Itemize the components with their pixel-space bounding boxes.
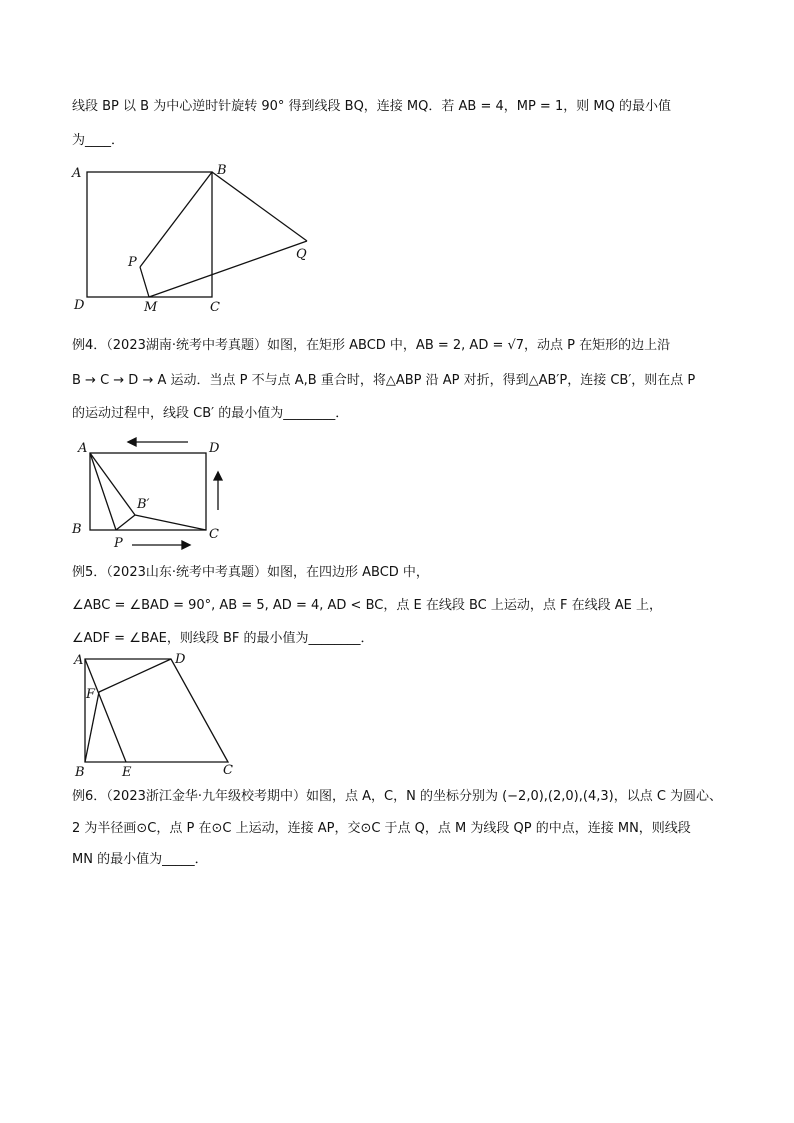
p3-segment-pm bbox=[140, 267, 149, 297]
ex4-label-b1: B′ bbox=[137, 497, 150, 512]
ex5-label-a: A bbox=[74, 653, 84, 668]
ex6-text-line3: MN 的最小值为_____． bbox=[72, 852, 208, 867]
ex5-text-line3: ∠ADF = ∠BAE，则线段 BF 的最小值为________． bbox=[72, 631, 374, 646]
ex5-text-line2: ∠ABC = ∠BAD = 90°, AB = 5, AD = 4, AD < BC，点 E 在线段 BC 上运动，点 F 在线段 AE 上， bbox=[72, 598, 662, 613]
ex4-arrow-top-head bbox=[128, 438, 136, 446]
p3-segment-mq bbox=[149, 241, 307, 297]
p3-label-p: P bbox=[128, 255, 137, 270]
ex4-segment-pb1 bbox=[116, 515, 135, 530]
ex4-segment-ab1 bbox=[90, 453, 135, 515]
p3-square bbox=[87, 172, 212, 297]
p3-label-d: D bbox=[74, 298, 85, 313]
p3-segment-bq bbox=[212, 172, 307, 241]
p3-label-q: Q bbox=[296, 247, 307, 262]
ex5-label-f: F bbox=[86, 687, 96, 702]
ex4-figure bbox=[66, 430, 236, 555]
ex5-segment-ae bbox=[85, 659, 126, 762]
ex5-label-b: B bbox=[75, 765, 85, 780]
p3-label-a: A bbox=[72, 166, 82, 181]
ex4-text-line3: 的运动过程中，线段 CB′ 的最小值为________． bbox=[72, 406, 349, 421]
p3-text-line2: 为____． bbox=[72, 133, 125, 148]
p3-label-b: B bbox=[217, 163, 227, 178]
ex5-segment-df bbox=[99, 659, 171, 692]
ex4-label-b: B bbox=[72, 522, 82, 537]
p3-label-c: C bbox=[210, 300, 220, 315]
ex6-text-line2: 2 为半径画⊙C，点 P 在⊙C 上运动，连接 AP，交⊙C 于点 Q，点 M 为线段 QP 的中点，连接 MN，则线段 bbox=[72, 821, 691, 836]
ex4-label-a: A bbox=[78, 441, 88, 456]
ex4-label-c: C bbox=[209, 527, 219, 542]
p3-text-line1: 线段 BP 以 B 为中心逆时针旋转 90° 得到线段 BQ，连接 MQ．若 AB = 4，MP = 1，则 MQ 的最小值 bbox=[72, 99, 671, 114]
ex4-text-line1: 例4．（2023湖南·统考中考真题）如图，在矩形 ABCD 中，AB = 2, AD = √7，动点 P 在矩形的边上沿 bbox=[72, 338, 671, 353]
ex5-label-e: E bbox=[122, 765, 132, 780]
ex4-arrow-right-head bbox=[214, 472, 222, 480]
ex4-rectangle bbox=[90, 453, 206, 530]
ex6-text-line1: 例6．（2023浙江金华·九年级校考期中）如图，点 A，C，N 的坐标分别为 (−2,0),(2,0),(4,3)，以点 C 为圆心、 bbox=[72, 789, 723, 804]
ex5-label-c: C bbox=[223, 763, 233, 778]
ex4-label-p: P bbox=[114, 536, 123, 551]
p3-label-m: M bbox=[144, 300, 158, 315]
ex4-segment-ap bbox=[90, 453, 116, 530]
ex5-segment-bf bbox=[85, 692, 99, 762]
ex4-label-d: D bbox=[209, 441, 220, 456]
ex5-quadrilateral bbox=[85, 659, 228, 762]
ex4-text-line2: B → C → D → A 运动．当点 P 不与点 A,B 重合时，将△ABP 沿 AP 对折，得到△AB′P，连接 CB′，则在点 P bbox=[72, 373, 696, 388]
ex4-segment-cb1 bbox=[135, 515, 206, 530]
p3-segment-bp bbox=[140, 172, 212, 267]
ex4-arrow-bottom-head bbox=[182, 541, 190, 549]
ex5-figure bbox=[66, 650, 246, 782]
ex5-label-d: D bbox=[175, 652, 186, 667]
ex5-text-line1: 例5．（2023山东·统考中考真题）如图，在四边形 ABCD 中， bbox=[72, 565, 429, 580]
p3-figure bbox=[60, 158, 330, 318]
